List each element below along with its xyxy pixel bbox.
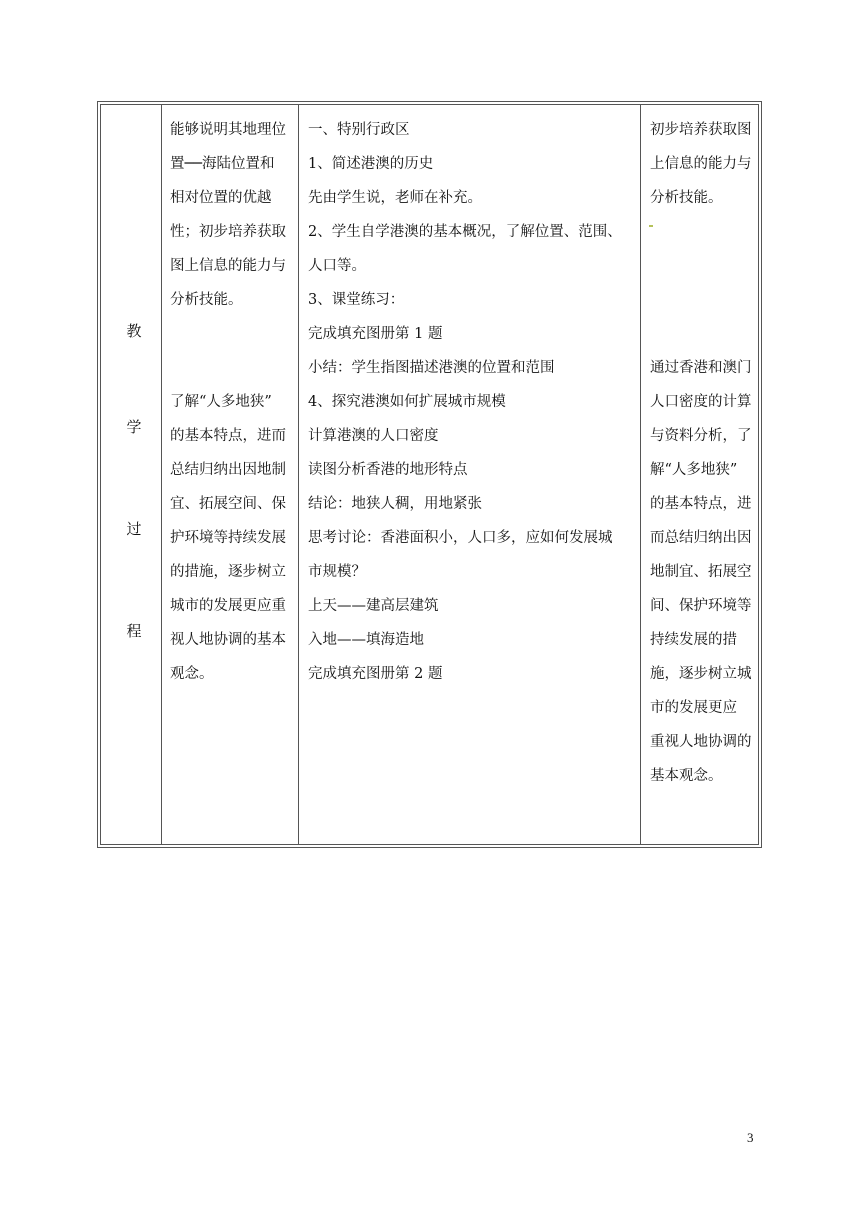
intent-line: 通过香港和澳门 bbox=[650, 360, 752, 376]
process-line: 读图分析香港的地形特点 bbox=[308, 462, 468, 478]
intent-line: 上信息的能力与 bbox=[650, 156, 752, 172]
lesson-table-inner-border bbox=[100, 104, 759, 845]
objectives-line: 能够说明其地理位 bbox=[170, 122, 286, 138]
stage-char-guo: 过 bbox=[126, 520, 142, 538]
objectives-line: 视人地协调的基本 bbox=[170, 632, 286, 648]
intent-line: 分析技能。 bbox=[650, 190, 723, 206]
process-line: 2、学生自学港澳的基本概况，了解位置、范围、 bbox=[308, 224, 622, 240]
objectives-line: 的基本特点，进而 bbox=[170, 428, 286, 444]
objectives-column bbox=[170, 113, 294, 691]
process-line: 计算港澳的人口密度 bbox=[308, 428, 439, 444]
objectives-line: 相对位置的优越 bbox=[170, 190, 272, 206]
process-line: 思考讨论：香港面积小，人口多，应如何发展城 bbox=[308, 530, 613, 546]
process-column bbox=[308, 113, 634, 691]
intent-line: 人口密度的计算 bbox=[650, 394, 752, 410]
intent-gap bbox=[650, 283, 762, 317]
process-line: 一、特别行政区 bbox=[308, 122, 410, 138]
process-line: 人口等。 bbox=[308, 258, 366, 274]
process-line: 3、课堂练习： bbox=[308, 292, 405, 308]
intent-line: 与资料分析，了 bbox=[650, 428, 752, 444]
column-divider-2 bbox=[298, 105, 299, 844]
objectives-line: 图上信息的能力与 bbox=[170, 258, 286, 274]
page-number: 3 bbox=[747, 1130, 754, 1145]
lesson-table bbox=[97, 101, 762, 848]
intent-gap bbox=[650, 317, 762, 351]
stage-char-cheng: 程 bbox=[126, 622, 142, 640]
objectives-line: 总结归纳出因地制 bbox=[170, 462, 286, 478]
column-divider-1 bbox=[161, 105, 162, 844]
intent-line: 市的发展更应 bbox=[650, 700, 737, 716]
stage-char-xue: 学 bbox=[126, 418, 142, 436]
intent-line: 而总结归纳出因 bbox=[650, 530, 752, 546]
objectives-line: 宜、拓展空间、保 bbox=[170, 496, 286, 512]
intent-line: 间、保护环境等 bbox=[650, 598, 752, 614]
process-line: 完成填充图册第 2 题 bbox=[308, 666, 443, 682]
process-line: 4、探究港澳如何扩展城市规模 bbox=[308, 394, 506, 410]
intent-line: 持续发展的措 bbox=[650, 632, 737, 648]
objectives-gap bbox=[170, 351, 294, 385]
objectives-gap bbox=[170, 317, 294, 351]
intent-gap bbox=[650, 215, 762, 249]
objectives-line: 了解“人多地狭” bbox=[170, 394, 272, 410]
process-line: 结论：地狭人稠，用地紧张 bbox=[308, 496, 482, 512]
intent-line: 地制宜、拓展空 bbox=[650, 564, 752, 580]
intent-line: 重视人地协调的 bbox=[650, 734, 752, 750]
intent-gap bbox=[650, 249, 762, 283]
objectives-line: 性；初步培养获取 bbox=[170, 224, 286, 240]
intent-line: 解“人多地狭” bbox=[650, 462, 738, 478]
stage-char-jiao: 教 bbox=[126, 322, 142, 340]
stray-mark bbox=[649, 225, 653, 227]
objectives-line: 分析技能。 bbox=[170, 292, 243, 308]
objectives-line: 观念。 bbox=[170, 666, 214, 682]
objectives-line: 护环境等持续发展 bbox=[170, 530, 286, 546]
column-divider-3 bbox=[640, 105, 641, 844]
objectives-line: 城市的发展更应重 bbox=[170, 598, 286, 614]
process-line: 先由学生说，老师在补充。 bbox=[308, 190, 482, 206]
process-line: 1、简述港澳的历史 bbox=[308, 156, 434, 172]
process-line: 完成填充图册第 1 题 bbox=[308, 326, 443, 342]
intent-line: 基本观念。 bbox=[650, 768, 723, 784]
process-line: 市规模？ bbox=[308, 564, 366, 580]
intent-line: 初步培养获取图 bbox=[650, 122, 752, 138]
intent-column bbox=[650, 113, 762, 793]
objectives-line: 置──海陆位置和 bbox=[170, 156, 275, 172]
intent-line: 施，逐步树立城 bbox=[650, 666, 752, 682]
intent-line: 的基本特点，进 bbox=[650, 496, 752, 512]
process-line: 入地——填海造地 bbox=[308, 632, 424, 648]
process-line: 上天——建高层建筑 bbox=[308, 598, 439, 614]
process-line: 小结：学生指图描述港澳的位置和范围 bbox=[308, 360, 555, 376]
objectives-line: 的措施，逐步树立 bbox=[170, 564, 286, 580]
